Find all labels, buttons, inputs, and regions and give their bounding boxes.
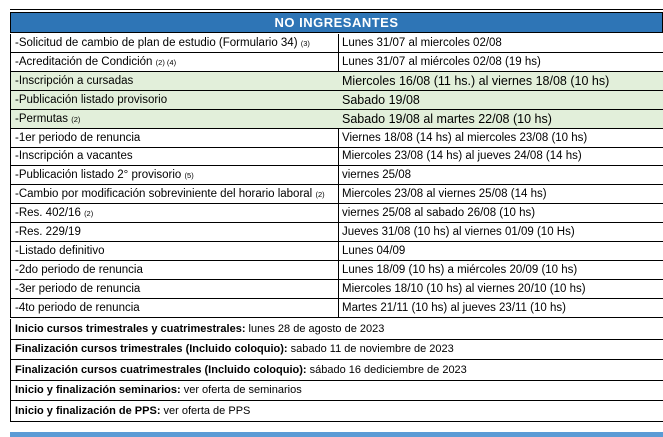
- footnote-ref: (2): [84, 209, 94, 219]
- activity-label: -2do periodo de renuncia: [15, 263, 143, 276]
- activity-cell[interactable]: [10, 185, 339, 203]
- activity-label: -Res. 229/19: [15, 226, 81, 238]
- summary-value: lunes 28 de agosto de 2023: [245, 322, 385, 335]
- activity-label: -Inscripción a vacantes: [15, 150, 133, 163]
- activity-cell[interactable]: [10, 147, 339, 165]
- activity-cell[interactable]: [10, 223, 339, 241]
- date-cell[interactable]: [338, 299, 663, 317]
- date-value: Lunes 18/09 (10 hs) a miércoles 20/09 (10 hs): [342, 263, 578, 276]
- table-row[interactable]: [10, 223, 663, 242]
- footnote-ref: (5): [184, 171, 194, 181]
- activity-cell[interactable]: [10, 242, 339, 260]
- activity-cell[interactable]: [10, 204, 339, 222]
- footnote-ref: (2) (4): [155, 57, 177, 67]
- summary-row[interactable]: [10, 319, 663, 340]
- date-value: Sabado 19/08 al martes 22/08 (10 hs): [342, 111, 552, 126]
- activity-label: -Publicación listado provisorio: [15, 93, 168, 106]
- schedule-sheet: [10, 0, 663, 437]
- date-cell[interactable]: [338, 223, 663, 241]
- date-value: Martes 21/11 (10 hs) al jueves 23/11 (10 hs): [342, 301, 566, 314]
- summary-value: ver oferta de seminarios: [180, 384, 302, 397]
- date-cell[interactable]: [338, 147, 663, 165]
- activity-label: -4to periodo de renuncia: [15, 301, 140, 314]
- table-row[interactable]: [10, 204, 663, 223]
- footnote-ref: (2): [71, 114, 81, 124]
- table-row[interactable]: [10, 280, 663, 299]
- date-value: Miercoles 23/08 al viernes 25/08 (14 hs): [342, 188, 547, 201]
- table-row[interactable]: [10, 299, 663, 318]
- summary-value: sábado 16 dediciembre de 2023: [306, 363, 467, 376]
- summary-label: Inicio y finalización seminarios:: [15, 384, 181, 397]
- date-value: viernes 25/08: [342, 169, 412, 182]
- date-cell[interactable]: [338, 34, 663, 52]
- date-value: Miercoles 18/10 (10 hs) al viernes 20/10 (10 hs): [342, 282, 586, 295]
- date-value: Jueves 31/08 (10 hs) al viernes 01/09 (10 Hs): [342, 226, 575, 238]
- top-border: [10, 0, 663, 10]
- date-cell[interactable]: [338, 204, 663, 222]
- table-row[interactable]: [10, 53, 663, 72]
- activity-label: -Listado definitivo: [15, 244, 105, 257]
- table-row[interactable]: [10, 242, 663, 261]
- activity-cell[interactable]: [10, 299, 339, 317]
- activity-label: -Solicitud de cambio de plan de estudio (Formulario 34): [15, 37, 298, 49]
- summary-value: ver oferta de PPS: [160, 404, 251, 417]
- date-cell[interactable]: [338, 91, 663, 109]
- date-cell[interactable]: [338, 261, 663, 279]
- summary-label: Inicio y finalización de PPS:: [15, 404, 161, 417]
- activity-cell[interactable]: [10, 53, 339, 71]
- date-cell[interactable]: [338, 129, 663, 147]
- summary-row[interactable]: [10, 401, 663, 422]
- activity-label: -Permutas: [15, 112, 69, 125]
- date-value: Lunes 31/07 al miércoles 02/08 (19 hs): [342, 55, 541, 68]
- summary-row[interactable]: [10, 380, 663, 401]
- table-row[interactable]: [10, 91, 663, 110]
- summary-row[interactable]: [10, 360, 663, 381]
- footnote-ref: (3): [300, 39, 310, 48]
- summary-label: Finalización cursos trimestrales (Incluido coloquio):: [15, 343, 288, 356]
- date-value: Lunes 04/09: [342, 244, 406, 257]
- activity-cell[interactable]: [10, 34, 339, 52]
- summary-label: Inicio cursos trimestrales y cuatrimestrales:: [15, 322, 246, 335]
- activity-label: -Acreditación de Condición: [15, 55, 153, 68]
- date-cell[interactable]: [338, 242, 663, 260]
- date-cell[interactable]: [338, 166, 663, 184]
- date-cell[interactable]: [338, 53, 663, 71]
- activity-cell[interactable]: [10, 129, 339, 147]
- date-value: viernes 25/08 al sabado 26/08 (10 hs): [342, 207, 536, 220]
- activity-cell[interactable]: [10, 261, 339, 279]
- date-cell[interactable]: [338, 185, 663, 203]
- activity-cell[interactable]: [10, 91, 339, 109]
- summary-row[interactable]: [10, 339, 663, 360]
- activity-label: -Cambio por modificación sobreviniente del horario laboral: [15, 188, 313, 201]
- activity-cell[interactable]: [10, 110, 339, 128]
- date-cell[interactable]: [338, 110, 663, 128]
- table-header[interactable]: NO INGRESANTES: [10, 12, 663, 33]
- date-cell[interactable]: [338, 280, 663, 298]
- date-value: Miercoles 16/08 (11 hs.) al viernes 18/08 (10 hs): [342, 73, 610, 88]
- bottom-bar: [10, 432, 663, 437]
- date-value: Lunes 31/07 al miercoles 02/08: [342, 37, 502, 49]
- date-cell[interactable]: [338, 72, 663, 90]
- table-row[interactable]: [10, 72, 663, 91]
- date-value: Miercoles 23/08 (14 hs) al jueves 24/08 (14 hs): [342, 150, 582, 163]
- activity-cell[interactable]: [10, 280, 339, 298]
- activity-label: -Publicación listado 2° provisorio: [15, 169, 182, 182]
- table-row[interactable]: [10, 110, 663, 129]
- date-value: Viernes 18/08 (14 hs) al miercoles 23/08 (10 hs): [342, 131, 588, 144]
- table-row[interactable]: [10, 261, 663, 280]
- table-row[interactable]: [10, 185, 663, 204]
- table-row[interactable]: [10, 129, 663, 148]
- table-row[interactable]: [10, 166, 663, 185]
- summary-value: sabado 11 de noviembre de 2023: [287, 343, 454, 356]
- date-value: Sabado 19/08: [342, 92, 420, 107]
- activity-label: -Res. 402/16: [15, 207, 81, 220]
- table-row[interactable]: [10, 147, 663, 166]
- activity-label: -3er periodo de renuncia: [15, 282, 141, 295]
- activity-cell[interactable]: [10, 166, 339, 184]
- table-row[interactable]: [10, 34, 663, 53]
- footnote-ref: (2): [315, 190, 325, 200]
- activity-label: -1er periodo de renuncia: [15, 131, 141, 144]
- activity-cell[interactable]: [10, 72, 339, 90]
- summary-label: Finalización cursos cuatrimestrales (Incluido coloquio):: [15, 363, 307, 376]
- activity-label: -Inscripción a cursadas: [15, 74, 134, 87]
